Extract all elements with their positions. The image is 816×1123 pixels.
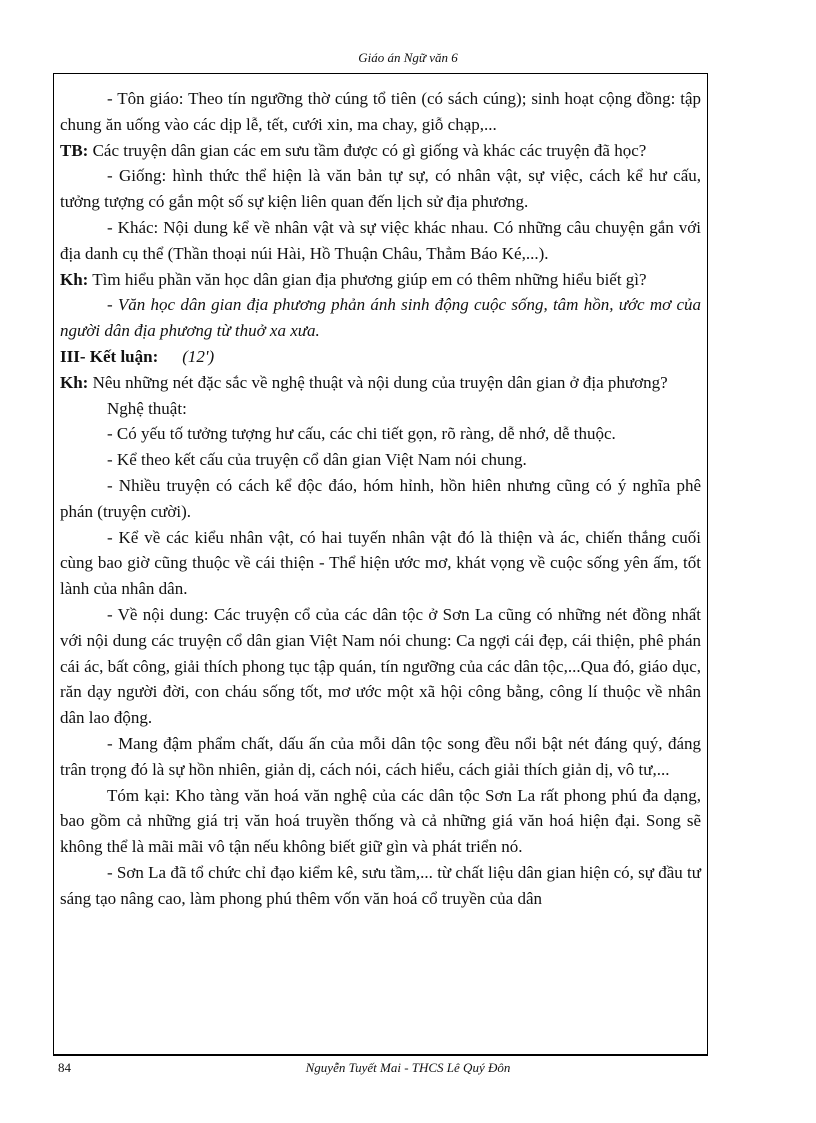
question-label: Kh:	[60, 372, 89, 392]
page-number: 84	[58, 1060, 71, 1075]
question-label: TB:	[60, 140, 89, 160]
question-label: Kh:	[60, 269, 89, 289]
question-kh-1	[60, 267, 701, 293]
question-kh-2	[60, 370, 701, 396]
paragraph-content: - Về nội dung: Các truyện cổ của các dân tộc ở Sơn La cũng có những nét đồng nhất với nội dung các truyện cổ dân gian Việt Nam nói chung: Ca ngợi cái đẹp, cái thiện, phê phán cái ác, bất công, giải thích phong tục tập quán, tín ngưỡng của các dân tộc,...Qua đó, giáo dục, răn dạy người đời, con cháu sống tốt, mơ ước một xã hội công bằng, công lí thuộc về nhân dân lao động.	[60, 604, 701, 728]
paragraph-summary: Tóm kại: Kho tàng văn hoá văn nghệ của các dân tộc Sơn La rất phong phú đa dạng, bao gồm cả những giá trị văn hoá truyền thống và cả những giá văn hoá hiện đại. Song sẽ không thể là mãi mãi vô tận nếu không biết giữ gìn và phát triển nó.	[60, 785, 701, 857]
paragraph-religion: - Tôn giáo: Theo tín ngưỡng thờ cúng tổ tiên (có sách cúng); sinh hoạt cộng đồng: tập chung ăn uống vào các dịp lễ, tết, cưới xin, ma chay, giỗ chạp,...	[60, 89, 701, 134]
answer-italic: - Văn học dân gian địa phương phản ánh sinh động cuộc sống, tâm hồn, ước mơ của người dân địa phương từ thuở xa xưa.	[60, 295, 701, 341]
lesson-body	[54, 74, 707, 912]
question-text: Tìm hiểu phần văn học dân gian địa phương giúp em có thêm những hiểu biết gì?	[88, 269, 647, 289]
section-time: (12')	[182, 346, 215, 366]
paragraph-art-1: - Có yếu tố tưởng tượng hư cấu, các chi tiết gọn, rõ ràng, dễ nhớ, dễ thuộc.	[107, 424, 616, 444]
question-tb	[60, 138, 701, 164]
page-footer-author: Nguyễn Tuyết Mai - THCS Lê Quý Đôn	[305, 1060, 511, 1075]
paragraph-art-3: - Nhiều truyện có cách kể độc đáo, hóm hỉnh, hồn hiên nhưng cũng có ý nghĩa phê phán (truyện cười).	[60, 475, 701, 521]
subheading-art: Nghệ thuật:	[107, 398, 187, 418]
section-heading-conclusion	[60, 344, 701, 370]
paragraph-art-4: - Kể về các kiểu nhân vật, có hai tuyến nhân vật đó là thiện và ác, chiến thắng cuối cùng bao giờ cũng thuộc về cái thiện - Thể hiện ước mơ, khát vọng về cuộc sống yên ấm, tốt lành của nhân dân.	[60, 527, 701, 599]
section-title: III- Kết luận:	[60, 346, 159, 366]
question-text: Nêu những nét đặc sắc về nghệ thuật và nội dung của truyện dân gian ở địa phương?	[88, 372, 668, 392]
paragraph-sonla: - Sơn La đã tổ chức chỉ đạo kiểm kê, sưu tầm,... từ chất liệu dân gian hiện có, sự đầu tư sáng tạo nâng cao, làm phong phú thêm vốn văn hoá cổ truyền của dân	[60, 862, 701, 908]
paragraph-identity: - Mang đậm phẩm chất, dấu ấn của mỗi dân tộc song đều nổi bật nét đáng quý, đáng trân trọng đó là sự hồn nhiên, giản dị, cách nói, cách hiểu, cách giải thích giản dị, vô tư,...	[60, 733, 701, 779]
page-header: Giáo án Ngữ văn 6	[358, 50, 458, 65]
question-text: Các truyện dân gian các em sưu tầm được có gì giống và khác các truyện đã học?	[88, 140, 647, 160]
paragraph-similar: - Giống: hình thức thể hiện là văn bản tự sự, có nhân vật, sự việc, cách kể hư cấu, tưởng tượng có gắn một số sự kiện liên quan đến lịch sử địa phương.	[60, 166, 701, 212]
paragraph-art-2: - Kể theo kết cấu của truyện cổ dân gian Việt Nam nói chung.	[107, 450, 527, 470]
content-frame	[53, 73, 708, 1056]
paragraph-different: - Khác: Nội dung kể về nhân vật và sự việc khác nhau. Có những câu chuyện gắn với địa danh cụ thể (Thần thoại núi Hài, Hồ Thuận Châu, Thẳm Báo Ké,...).	[60, 217, 701, 263]
